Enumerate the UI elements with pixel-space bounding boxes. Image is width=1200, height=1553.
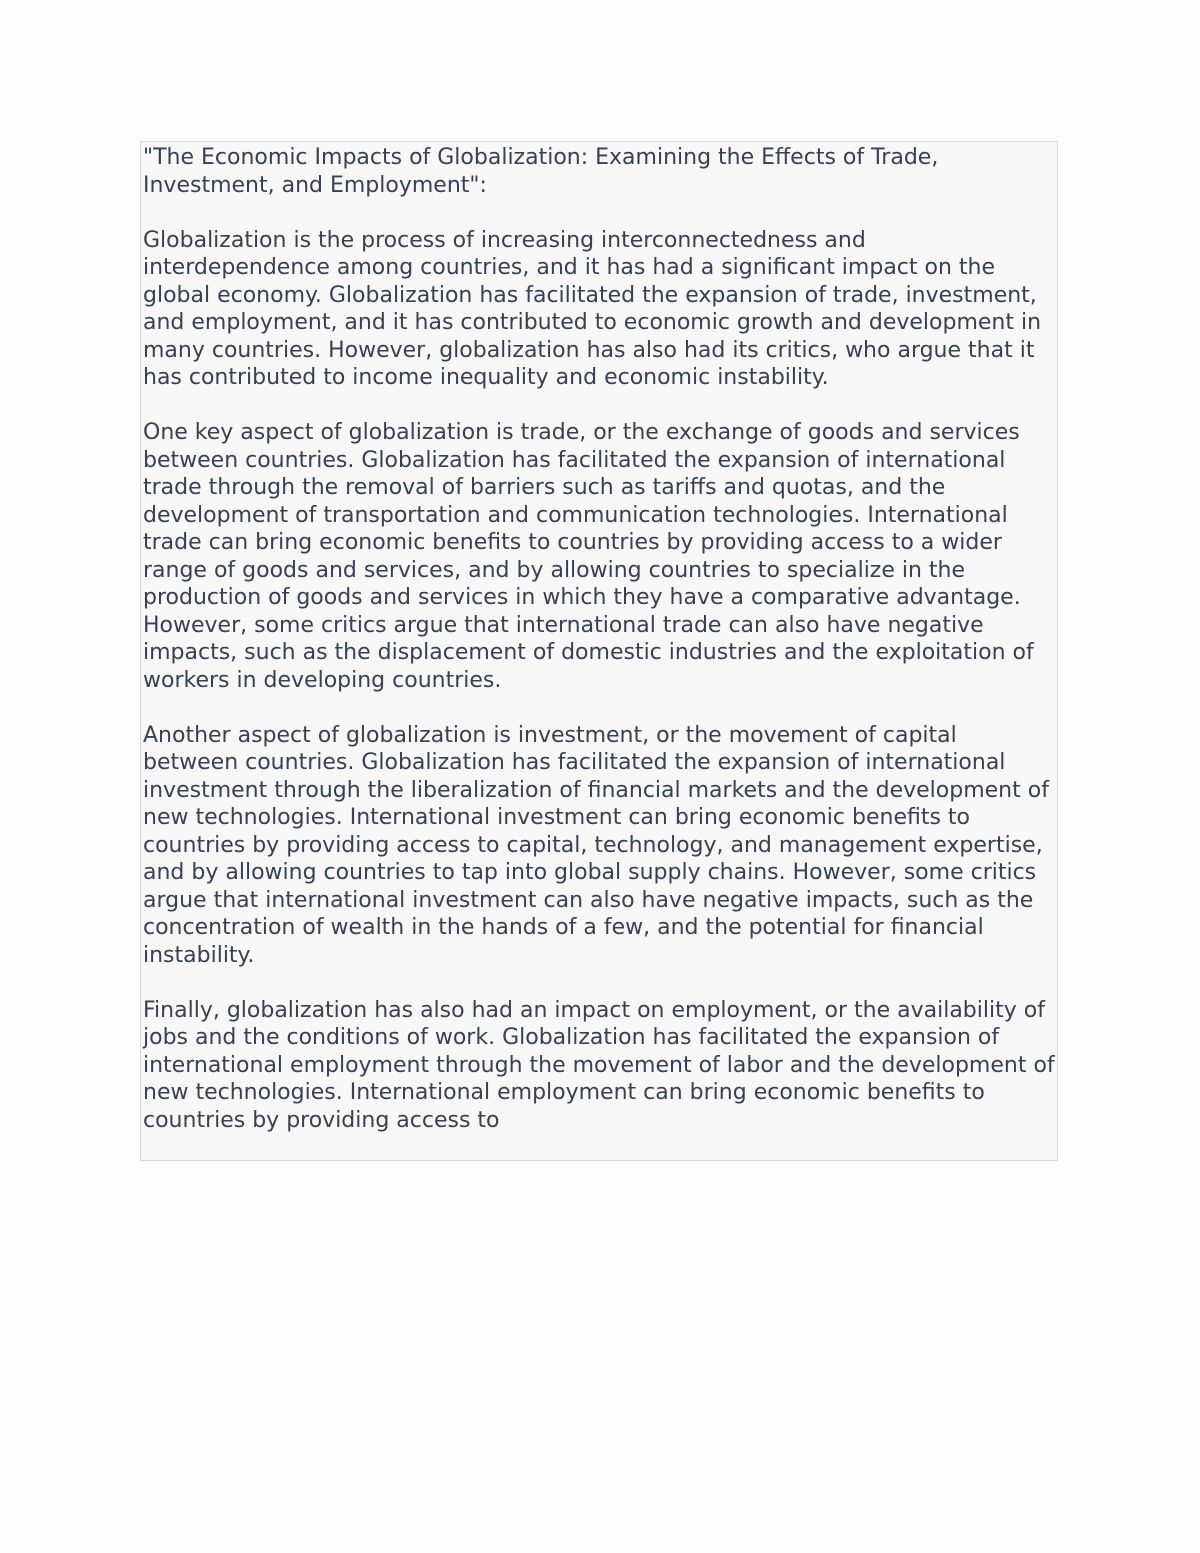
paragraph-investment: Another aspect of globalization is investment, or the movement of capital between countries. Globalization has facilitated the expansion of international investment through the liberalization of financial markets and the development of new technologies. International investment can bring economic benefits to countries by providing access to capital, technology, and management expertise, and by allowing countries to tap into global supply chains. However, some critics argue that international investment can also have negative impacts, such as the concentration of wealth in the hands of a few, and the potential for financial instability. bbox=[143, 722, 1056, 968]
document-title: "The Economic Impacts of Globalization: Examining the Effects of Trade, Investment, and Employment": bbox=[143, 145, 946, 198]
paragraph-trade: One key aspect of globalization is trade, or the exchange of goods and services between countries. Globalization has facilitated the expansion of international trade through the removal of barriers such as tariffs and quotas, and the development of transportation and communication technologies. International trade can bring economic benefits to countries by providing access to a wider range of goods and services, and by allowing countries to specialize in the production of goods and services in which they have a comparative advantage. However, some critics argue that international trade can also have negative impacts, such as the displacement of domestic industries and the exploitation of workers in developing countries. bbox=[143, 420, 1041, 693]
paragraph-employment: Finally, globalization has also had an impact on employment, or the availability of jobs and the conditions of work. Globalization has facilitated the expansion of international employment through the movement of labor and the development of new technologies. International employment can bring economic benefits to countries by providing access to bbox=[143, 997, 1062, 1133]
document-text-box bbox=[140, 141, 1062, 1161]
paragraph-intro: Globalization is the process of increasing interconnectedness and interdependence among countries, and it has had a significant impact on the global economy. Globalization has facilitated the expansion of trade, investment, and employment, and it has contributed to economic growth and development in many countries. However, globalization has also had its critics, who argue that it has contributed to income inequality and economic instability. bbox=[143, 227, 1049, 390]
